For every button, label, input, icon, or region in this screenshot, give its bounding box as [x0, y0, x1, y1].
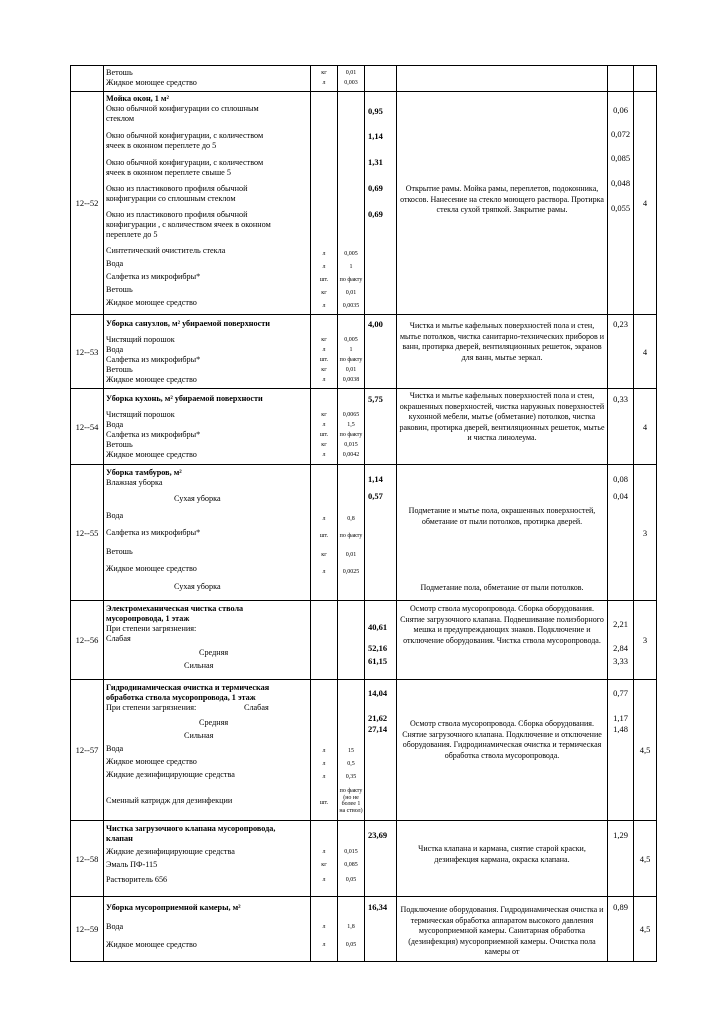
period-cell: 4,5 — [634, 897, 657, 962]
code-cell: 12--58 — [71, 821, 104, 897]
row-title: Мойка окон, 1 м² — [106, 94, 169, 103]
time-cell — [365, 92, 397, 315]
code-cell: 12--54 — [71, 389, 104, 465]
time-cell — [365, 389, 397, 465]
work-line: конфигурации , с количеством ячеек в оконном — [106, 220, 271, 229]
unit: л — [322, 748, 326, 754]
work-description: Подметание и мытье пола, окрашенных поверхностей, обметание от пыли потолков, протирка дверей. — [408, 506, 596, 526]
unit: кг — [321, 367, 327, 373]
norm: 0,005 — [344, 337, 358, 343]
coef-cell — [608, 897, 634, 962]
coefficient: 3,33 — [613, 656, 628, 666]
work-description: Открытие рамы. Мойка рамы, переплетов, подоконника, откосов. Нанесение на стекло моющего раствора. Протирка стекла сухой тряпкой. Закрытие рамы. — [400, 184, 604, 215]
unit: кг — [321, 552, 327, 558]
coefficient: 0,055 — [610, 203, 631, 213]
material-name: Жидкое моющее средство — [106, 78, 197, 87]
level-label: Средняя — [199, 718, 229, 727]
unit-cell — [311, 821, 338, 897]
coefficient: 1,17 — [613, 713, 628, 723]
unit: л — [322, 761, 326, 767]
unit-cell — [311, 92, 338, 315]
description-cell — [397, 601, 608, 680]
material-name: Салфетка из микрофибры* — [106, 528, 201, 537]
time-norm: 61,15 — [368, 656, 388, 666]
work-line: Сухая уборка — [174, 494, 221, 503]
row-title: Уборка мусороприемной камеры, м² — [106, 903, 241, 912]
level-label: Сильная — [184, 661, 214, 670]
norm: по факту — [339, 277, 363, 283]
description-cell — [397, 92, 608, 315]
coefficient: 0,23 — [613, 319, 628, 329]
coefficient: 0,048 — [610, 178, 631, 188]
name-cell — [104, 92, 311, 315]
level-label: Слабая — [244, 703, 269, 712]
code-cell: 12--56 — [71, 601, 104, 680]
coefficient: 0,33 — [613, 394, 628, 404]
coefficient: 1,48 — [613, 724, 628, 734]
work-description: Осмотр ствола мусоропровода. Сборка оборудования. Снятие загрузочного клапана. Подвешивание полиэборного мешка и предупреждающих знаков. Подключение и отключение оборудования. Чистка ствола мусоропровода. — [400, 604, 604, 645]
time-norm: 16,34 — [368, 902, 388, 912]
period-cell: 3 — [634, 601, 657, 680]
code-cell: 12--52 — [71, 92, 104, 315]
description-cell — [397, 389, 608, 465]
material-name: Сменный катридж для дезинфекции — [106, 796, 233, 805]
norms-table-page — [70, 65, 656, 962]
unit: л — [322, 516, 326, 522]
work-line: Окно из пластикового профиля обычной — [106, 210, 248, 219]
norm: по факту — [339, 432, 363, 438]
material-name: Жидкое моющее средство — [106, 375, 197, 384]
period-cell: 4 — [634, 315, 657, 389]
material-name: Ветошь — [106, 285, 133, 294]
norm: 1 — [349, 264, 353, 270]
unit: шт. — [319, 432, 329, 438]
time-norm: 4,00 — [368, 319, 383, 329]
work-line: конфигурации со сплошным стеклом — [106, 194, 236, 203]
table-row-12-54 — [71, 389, 657, 465]
unit: кг — [321, 290, 327, 296]
code-cell: 12--59 — [71, 897, 104, 962]
time-norm: 0,57 — [368, 491, 383, 501]
norm-cell — [338, 897, 365, 962]
unit: шт. — [319, 800, 329, 806]
work-line: ячеек в оконном переплете до 5 — [106, 141, 217, 150]
level-label: Слабая — [106, 634, 131, 643]
norm-cell — [338, 821, 365, 897]
unit: л — [322, 774, 326, 780]
coefficient: 0,77 — [613, 688, 628, 698]
work-line: При степени загрязнения: — [106, 624, 197, 633]
unit: кг — [321, 70, 327, 76]
unit: кг — [321, 412, 327, 418]
coef-cell — [608, 601, 634, 680]
code-cell: 12--53 — [71, 315, 104, 389]
material-name: Чистящий порошок — [106, 335, 175, 344]
norm: 0,0042 — [342, 452, 360, 458]
name-cell — [104, 601, 311, 680]
material-name: Салфетка из микрофибры* — [106, 430, 201, 439]
time-norm: 5,75 — [368, 394, 383, 404]
work-line: стеклом — [106, 114, 135, 123]
row-title: Чистка загрузочного клапана мусоропровода, — [106, 824, 276, 833]
norm: 0,01 — [345, 290, 357, 296]
table-row-continuation — [71, 66, 657, 92]
table-row-12-52 — [71, 92, 657, 315]
norm: 0,05 — [345, 877, 357, 883]
time-norm: 0,69 — [368, 183, 383, 193]
unit: л — [322, 877, 326, 883]
unit: л — [322, 80, 326, 86]
norm: по факту — [339, 357, 363, 363]
code-cell: 12--55 — [71, 465, 104, 601]
unit: л — [322, 347, 326, 353]
unit-cell — [311, 680, 338, 821]
unit: л — [322, 264, 326, 270]
material-name: Жидкое моющее средство — [106, 298, 197, 307]
norm: 0,015 — [344, 849, 358, 855]
coef-cell — [608, 680, 634, 821]
row-title: Электромеханическая чистка ствола — [106, 604, 244, 613]
unit: л — [322, 377, 326, 383]
description-cell — [397, 821, 608, 897]
unit: л — [322, 452, 326, 458]
norm: 0,085 — [344, 862, 358, 868]
unit: шт. — [319, 533, 329, 539]
time-norm: 21,62 — [368, 713, 388, 723]
coef-cell — [608, 465, 634, 601]
period-cell: 4 — [634, 389, 657, 465]
level-caption: При степени загрязнения: — [106, 703, 197, 712]
material-name: Салфетка из микрофибры* — [106, 355, 201, 364]
name-cell — [104, 465, 311, 601]
level-label: Сильная — [184, 731, 214, 740]
norm: 0,5 — [347, 761, 355, 767]
norm: по факту — [339, 533, 363, 539]
coefficient: 2,84 — [613, 643, 628, 653]
unit: л — [322, 303, 326, 309]
row-title: Гидродинамическая очистка и термическая — [106, 683, 270, 692]
work-description: Чистка клапана и кармана, снятие старой краски, дезинфекция кармана, окраска клапана. — [418, 844, 586, 864]
material-name: Вода — [106, 420, 124, 429]
coefficient: 0,04 — [613, 491, 628, 501]
coefficient: 0,085 — [610, 153, 631, 163]
material-name: Жидкое моющее средство — [106, 940, 197, 949]
material-name: Растворитель 656 — [106, 875, 168, 884]
time-norm: 23,69 — [368, 830, 388, 840]
material-name: Жидкие дезинфицирующие средства — [106, 770, 235, 779]
name-cell — [104, 389, 311, 465]
time-norm: 1,14 — [368, 474, 383, 484]
table-row-12-53 — [71, 315, 657, 389]
time-norm: 0,69 — [368, 209, 383, 219]
coefficient: 1,29 — [613, 830, 628, 840]
row-title: Уборка санузлов, м² убираемой поверхности — [106, 319, 270, 328]
norm-cell — [338, 389, 365, 465]
name-cell — [104, 821, 311, 897]
table-row-12-58 — [71, 821, 657, 897]
coefficient: 0,06 — [613, 105, 628, 115]
unit: л — [322, 849, 326, 855]
unit-cell — [311, 315, 338, 389]
table-row-12-55 — [71, 465, 657, 601]
name-cell — [104, 66, 311, 92]
unit: шт. — [319, 357, 329, 363]
work-line: Окно обычной конфигурации со сплошным — [106, 104, 259, 113]
unit-cell — [311, 465, 338, 601]
material-name: Вода — [106, 511, 124, 520]
time-norm: 27,14 — [368, 724, 388, 734]
norm: 0,01 — [345, 367, 357, 373]
work-line: Влажная уборка — [106, 478, 163, 487]
time-norm: 1,14 — [368, 131, 383, 141]
unit-cell — [311, 66, 338, 92]
name-cell — [104, 680, 311, 821]
time-cell — [365, 315, 397, 389]
material-name: Вода — [106, 744, 124, 753]
work-line: Сухая уборка — [174, 582, 221, 591]
row-title: Уборка кухонь, м² убираемой поверхности — [106, 394, 263, 403]
norm: 0,01 — [345, 552, 357, 558]
period-cell: 4,5 — [634, 821, 657, 897]
table-row-12-59 — [71, 897, 657, 962]
norm: 0,05 — [345, 942, 357, 948]
work-line — [104, 703, 310, 713]
norm: 1,8 — [347, 924, 355, 930]
time-norm: 14,04 — [368, 688, 388, 698]
material-name: Жидкое моющее средство — [106, 757, 197, 766]
work-description: Чистка и мытье кафельных поверхностей пола и стен, окрашенных поверхностей, чистка наружных поверхностей кухонной мебели, мытье (обметание) потолков, чистка раковин, протирка дверей, вентиляционных решеток, мытье и чистка линолеума. — [399, 391, 605, 443]
work-line: Окно обычной конфигурации, с количеством — [106, 158, 264, 167]
coef-cell — [608, 389, 634, 465]
unit: кг — [321, 862, 327, 868]
material-name: Вода — [106, 922, 124, 931]
work-description: Осмотр ствола мусоропровода. Сборка оборудования. Снятие загрузочного клапана. Подключение и отключение оборудования. Гидродинамическая очистка и термическая обработка ствола мусоропровода. — [402, 719, 602, 760]
norm-cell — [338, 315, 365, 389]
material-name: Синтетический очиститель стекла — [106, 246, 226, 255]
coefficient: 0,89 — [613, 902, 628, 912]
norm: 1 — [349, 347, 353, 353]
material-name: Жидкое моющее средство — [106, 564, 197, 573]
coef-cell — [608, 821, 634, 897]
work-line: переплете до 5 — [106, 230, 158, 239]
time-cell — [365, 601, 397, 680]
description-cell — [397, 315, 608, 389]
norm: 1,5 — [347, 422, 355, 428]
description-cell — [397, 680, 608, 821]
row-title: мусоропровода, 1 этаж — [106, 614, 190, 623]
norm-cell — [338, 680, 365, 821]
period-cell: 4,5 — [634, 680, 657, 821]
work-line: ячеек в оконном переплете свыше 5 — [106, 168, 231, 177]
coef-cell — [608, 315, 634, 389]
time-norm: 0,95 — [368, 106, 383, 116]
unit: л — [322, 569, 326, 575]
unit: кг — [321, 337, 327, 343]
row-title: Уборка тамбуров, м² — [106, 468, 182, 477]
time-cell — [365, 821, 397, 897]
material-name: Салфетка из микрофибры* — [106, 272, 201, 281]
coef-cell — [608, 92, 634, 315]
material-name: Жидкое моющее средство — [106, 450, 197, 459]
period-cell: 3 — [634, 465, 657, 601]
work-line: Окно обычной конфигурации, с количеством — [106, 131, 264, 140]
description-cell — [397, 897, 608, 962]
code-cell — [71, 66, 104, 92]
material-name: Вода — [106, 259, 124, 268]
table-row-12-57 — [71, 680, 657, 821]
time-cell — [365, 680, 397, 821]
material-name: Ветошь — [106, 440, 133, 449]
work-line: Окно из пластикового профиля обычной — [106, 184, 248, 193]
unit: л — [322, 942, 326, 948]
material-name: Вода — [106, 345, 124, 354]
unit: л — [322, 251, 326, 257]
material-name: Эмаль ПФ-115 — [106, 860, 158, 869]
material-name: Ветошь — [106, 365, 133, 374]
unit: кг — [321, 442, 327, 448]
code-cell: 12--57 — [71, 680, 104, 821]
norm: 0,005 — [344, 251, 358, 257]
time-cell — [365, 897, 397, 962]
norm: 0,015 — [344, 442, 358, 448]
material-name: Жидкие дезинфицирующие средства — [106, 847, 235, 856]
norm: 0,0035 — [342, 303, 360, 309]
norm-cell — [338, 66, 365, 92]
norms-table — [70, 65, 657, 962]
time-norm: 1,31 — [368, 157, 383, 167]
norm-cell — [338, 92, 365, 315]
name-cell — [104, 315, 311, 389]
unit: шт. — [319, 277, 329, 283]
unit: л — [322, 924, 326, 930]
work-description: Подключение оборудования. Гидродинамическая очистка и термическая обработка аппаратом высокого давления мусороприемной камеры. Санитарная обработка (дезинфекция) мусороприемной камеры. Очистка пола камеры от — [400, 905, 604, 957]
material-name: Чистящий порошок — [106, 410, 175, 419]
norm: 0,0038 — [342, 377, 360, 383]
unit: л — [322, 422, 326, 428]
material-name: Ветошь — [106, 68, 133, 77]
norm-cell — [338, 465, 365, 601]
coefficient: 2,21 — [613, 619, 628, 629]
norm: по факту (но не более 1 на ствол) — [339, 788, 363, 814]
time-norm: 52,16 — [368, 643, 388, 653]
row-title: обработка ствола мусоропровода, 1 этаж — [106, 693, 256, 702]
unit-cell — [311, 897, 338, 962]
norm: 0,8 — [347, 516, 355, 522]
level-label: Средняя — [199, 648, 229, 657]
work-description: Чистка и мытье кафельных поверхностей пола и стен, мытье потолков, чистка санитарно-технических приборов и ванн, протирка дверей, вентиляционных решеток, экранов для ванн, мытье зеркал. — [399, 321, 605, 362]
unit-cell — [311, 389, 338, 465]
time-norm: 40,61 — [368, 622, 388, 632]
norm: 15 — [348, 748, 354, 754]
norm: 0,003 — [344, 80, 358, 86]
time-cell — [365, 465, 397, 601]
norm: 0,35 — [345, 774, 357, 780]
description-cell — [397, 465, 608, 601]
work-description-dry: Подметание пола, обметание от пыли потолков. — [420, 583, 584, 592]
row-title: клапан — [106, 834, 133, 843]
norm: 0,0065 — [342, 412, 360, 418]
name-cell — [104, 897, 311, 962]
period-cell: 4 — [634, 92, 657, 315]
coefficient: 0,072 — [610, 129, 631, 139]
coefficient: 0,08 — [613, 474, 628, 484]
norm: 0,0025 — [342, 569, 360, 575]
table-row-12-56 — [71, 601, 657, 680]
material-name: Ветошь — [106, 547, 133, 556]
norm: 0,01 — [345, 70, 357, 76]
